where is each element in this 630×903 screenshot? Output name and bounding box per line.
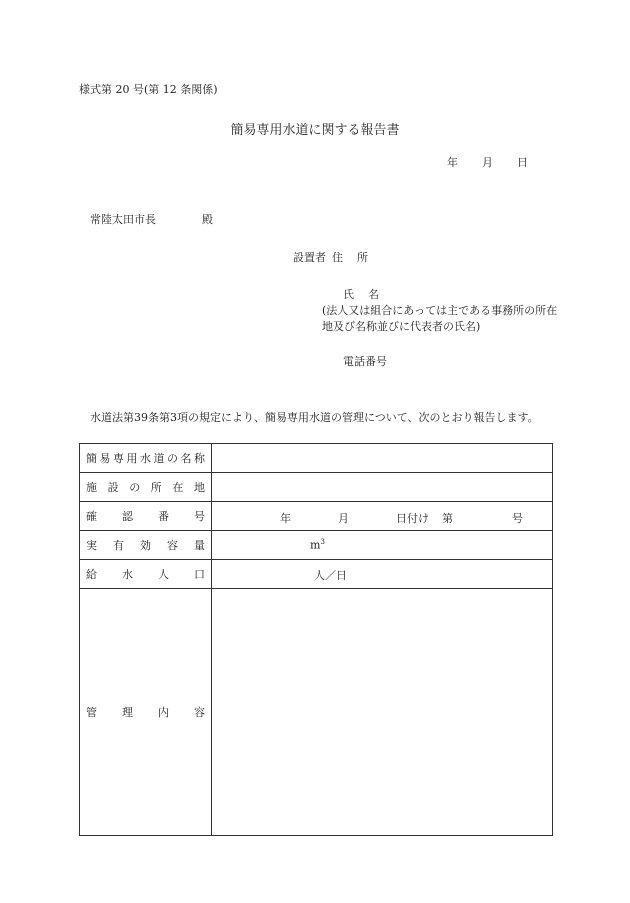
sender-address [293, 249, 382, 265]
capacity-unit-wrap [212, 531, 552, 559]
form-number: 様式第 20 号(第 12 条関係) [79, 83, 218, 96]
capacity-field[interactable] [212, 531, 553, 560]
spread-text: 実 有 効 容 量 [86, 539, 205, 552]
date-month: 月 [482, 156, 493, 169]
addressee [90, 211, 213, 227]
facility-name-field[interactable] [212, 444, 553, 473]
management-label [80, 589, 212, 836]
confirmation-format [212, 502, 552, 530]
spread-text: 簡 易 専 用 水 道 の 名 称 [86, 452, 205, 465]
capacity-label [80, 531, 212, 560]
spread-text: 施 設 の 所 在 地 [86, 481, 205, 494]
confirmation-field[interactable] [212, 502, 553, 531]
confirmation-label [80, 502, 212, 531]
conf-year: 年 [280, 512, 291, 525]
date-line [447, 154, 528, 170]
sender-role: 設置者 [293, 251, 326, 264]
addressee-honorific: 殿 [202, 213, 213, 226]
conf-month: 月 [338, 512, 349, 525]
supply-unit-wrap [212, 560, 552, 588]
name-label: 氏名 [343, 288, 393, 301]
table-row [80, 560, 553, 589]
spread-text: 給 水 人 口 [86, 568, 205, 581]
statement: 水道法第39条第3項の規定により、簡易専用水道の管理について、次のとおり報告します。 [90, 411, 539, 424]
table-row [80, 502, 553, 531]
facility-name-label [80, 444, 212, 473]
supply-label [80, 560, 212, 589]
address-label: 住所 [332, 251, 382, 264]
phone-label: 電話番号 [343, 355, 387, 368]
report-table [79, 443, 553, 836]
table-row [80, 589, 553, 836]
capacity-unit: $m^3$ [310, 538, 325, 552]
conf-date-suffix: 日付け [396, 512, 429, 525]
date-day: 日 [517, 156, 528, 169]
table-row [80, 444, 553, 473]
page-title: 簡易専用水道に関する報告書 [230, 123, 400, 138]
location-label [80, 473, 212, 502]
location-field[interactable] [212, 473, 553, 502]
spread-text: 確 認 番 号 [86, 510, 205, 523]
supply-field[interactable] [212, 560, 553, 589]
spread-text: 管 理 内 容 [86, 706, 205, 719]
date-year: 年 [447, 156, 458, 169]
conf-dai: 第 [442, 512, 453, 525]
management-field[interactable] [212, 589, 553, 836]
conf-go: 号 [512, 512, 523, 525]
name-note: (法人又は組合にあっては主である事務所の所在地及び名称並びに代表者の氏名) [322, 304, 558, 333]
table-row [80, 531, 553, 560]
addressee-name: 常陸太田市長 [90, 213, 156, 226]
supply-unit: 人／日 [314, 569, 347, 582]
table-row [80, 473, 553, 502]
